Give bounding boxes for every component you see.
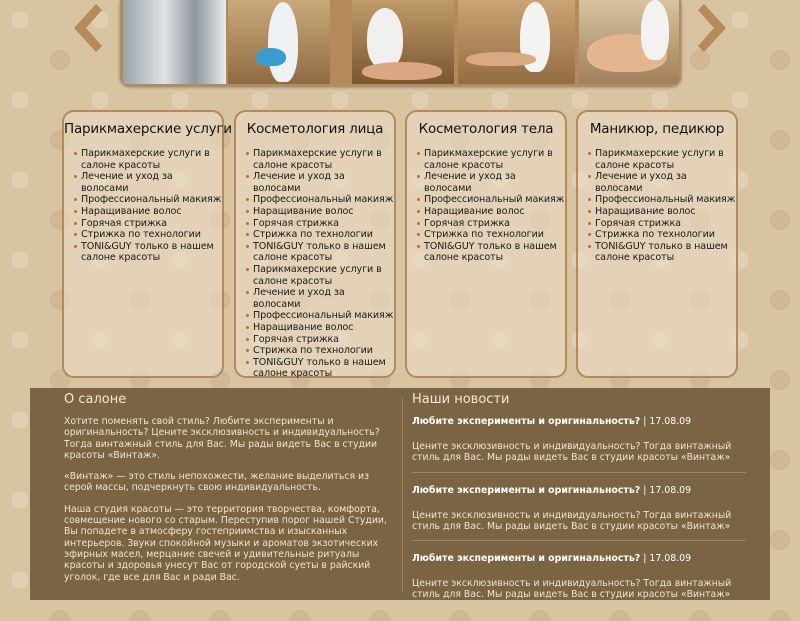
services-section [62, 110, 742, 380]
slider-prev-button[interactable] [66, 0, 106, 60]
about-paragraph: Хотите поменять свой стиль? Любите эксперименты и оригинальность? Цените эксклюзивность и индивидуальность? Тогда винтажный стиль для Вас. Мы рады видеть Вас в студии красоты «Винтаж». [64, 416, 380, 461]
service-link[interactable]: Профессиональный макияж [588, 194, 736, 206]
service-link[interactable]: TONI&GUY только в нашем салоне красоты [74, 241, 222, 264]
news-headline-link[interactable]: Любите эксперименты и оригинальность? [412, 553, 641, 565]
service-link[interactable]: Профессиональный макияж [74, 194, 222, 206]
service-link[interactable]: Лечение и уход за волосами [417, 171, 565, 194]
service-link[interactable]: Лечение и уход за волосами [246, 171, 394, 194]
card-title[interactable]: Маникюр, педикюр [589, 121, 725, 137]
service-link[interactable]: Горячая стрижка [246, 334, 394, 346]
service-link[interactable]: TONI&GUY только в нашем салоне красоты [246, 241, 394, 264]
about-paragraph: «Винтаж» — это стиль непохожести, желание выделиться из серой массы, подчеркнуть свою индивидуальность. [64, 471, 370, 494]
service-link[interactable]: Горячая стрижка [246, 218, 394, 230]
service-link[interactable]: Наращивание волос [417, 206, 565, 218]
service-link[interactable]: Стрижка по технологии [246, 229, 394, 241]
service-link[interactable]: Парикмахерские услуги в салоне красоты [588, 148, 736, 171]
news-text: Цените эксклюзивность и индивидуальность? Тогда винтажный стиль для Вас. Мы рады видеть Вас в студии красоты «Винтаж» [412, 509, 732, 532]
service-link[interactable]: Лечение и уход за волосами [588, 171, 736, 194]
news-date: 17.08.09 [649, 553, 692, 565]
service-list [64, 148, 222, 264]
service-link[interactable]: Лечение и уход за волосами [74, 171, 222, 194]
chevron-right-icon [694, 0, 734, 60]
shower-photo[interactable] [123, 0, 226, 84]
divider [402, 398, 403, 593]
service-link[interactable]: TONI&GUY только в нашем салоне красоты [588, 241, 736, 264]
news-header: Любите эксперименты и оригинальность? | 17.08.09 [412, 553, 692, 565]
service-link[interactable]: Горячая стрижка [588, 218, 736, 230]
spa-photo[interactable] [458, 0, 575, 84]
service-link[interactable]: Горячая стрижка [417, 218, 565, 230]
card-title[interactable]: Косметология лица [246, 121, 384, 137]
wrap-photo[interactable] [579, 0, 679, 84]
service-link[interactable]: Парикмахерские услуги в салоне красоты [246, 148, 394, 171]
news-item [412, 553, 746, 609]
service-link[interactable]: Профессиональный макияж [246, 194, 394, 206]
slider-next-button[interactable] [694, 0, 734, 60]
news-text: Цените эксклюзивность и индивидуальность? Тогда винтажный стиль для Вас. Мы рады видеть Вас в студии красоты «Винтаж» [412, 441, 732, 464]
wash-photo[interactable] [228, 0, 330, 84]
service-card-face [234, 110, 396, 378]
service-link[interactable]: Стрижка по технологии [74, 229, 222, 241]
news-item [412, 485, 746, 542]
news-headline-link[interactable]: Любите эксперименты и оригинальность? [412, 416, 641, 427]
service-link[interactable]: TONI&GUY только в нашем салоне красоты [246, 357, 394, 380]
service-link[interactable]: Стрижка по технологии [246, 345, 394, 357]
about-title: О салоне [64, 392, 127, 407]
news-section [412, 392, 746, 621]
service-link[interactable]: Стрижка по технологии [417, 229, 565, 241]
news-date: 17.08.09 [649, 484, 692, 496]
service-link[interactable]: Наращивание волос [74, 206, 222, 218]
service-list [236, 148, 394, 380]
news-text: Цените эксклюзивность и индивидуальность? Тогда винтажный стиль для Вас. Мы рады видеть Вас в студии красоты «Винтаж» [412, 578, 732, 601]
news-headline-link[interactable]: Любите эксперименты и оригинальность? [412, 484, 641, 496]
news-header: Любите эксперименты и оригинальность? | 17.08.09 [412, 484, 692, 496]
service-card-nails [576, 110, 738, 378]
about-section [64, 392, 396, 593]
service-list [407, 148, 565, 264]
service-link[interactable]: TONI&GUY только в нашем салоне красоты [417, 241, 565, 264]
about-paragraph: Наша студия красоты — это территория творчества, комфорта, совмещение нового со старым. Переступив порог нашей Студии, Вы попадете в атмосферу гостеприимства и изысканных интерьеров. Звуки спокойной музыки и ароматов экзотических эфирных масел, мерцание свечей и удивительные ритуалы красоты и здоровья унесут Вас от городской суеты в райский уголок, где все для Вас и ради Вас. [64, 503, 387, 583]
service-link[interactable]: Профессиональный макияж [417, 194, 565, 206]
service-link[interactable]: Стрижка по технологии [588, 229, 736, 241]
service-link[interactable]: Горячая стрижка [74, 218, 222, 230]
service-link[interactable]: Парикмахерские услуги в салоне красоты [417, 148, 565, 171]
service-card-hair [62, 110, 232, 378]
service-link[interactable]: Наращивание волос [246, 322, 394, 334]
service-link[interactable]: Наращивание волос [588, 206, 736, 218]
news-title: Наши новости [412, 392, 510, 407]
news-item [412, 416, 746, 473]
service-list [578, 148, 736, 264]
news-header: Любите эксперименты и оригинальность? | 17.08.09 [412, 416, 692, 427]
chevron-left-icon [66, 0, 106, 60]
photo-gallery [120, 0, 681, 86]
service-link[interactable]: Профессиональный макияж [246, 310, 394, 322]
service-link[interactable]: Наращивание волос [246, 206, 394, 218]
card-title[interactable]: Косметология тела [418, 121, 554, 137]
card-title[interactable]: Парикмахерские услуги [64, 121, 232, 137]
service-link[interactable]: Парикмахерские услуги в салоне красоты [246, 264, 394, 287]
news-date: 17.08.09 [649, 416, 692, 427]
service-card-body [405, 110, 567, 378]
massage-photo[interactable] [352, 0, 454, 84]
service-link[interactable]: Лечение и уход за волосами [246, 287, 394, 310]
info-panel [30, 388, 770, 600]
service-link[interactable]: Парикмахерские услуги в салоне красоты [74, 148, 222, 171]
